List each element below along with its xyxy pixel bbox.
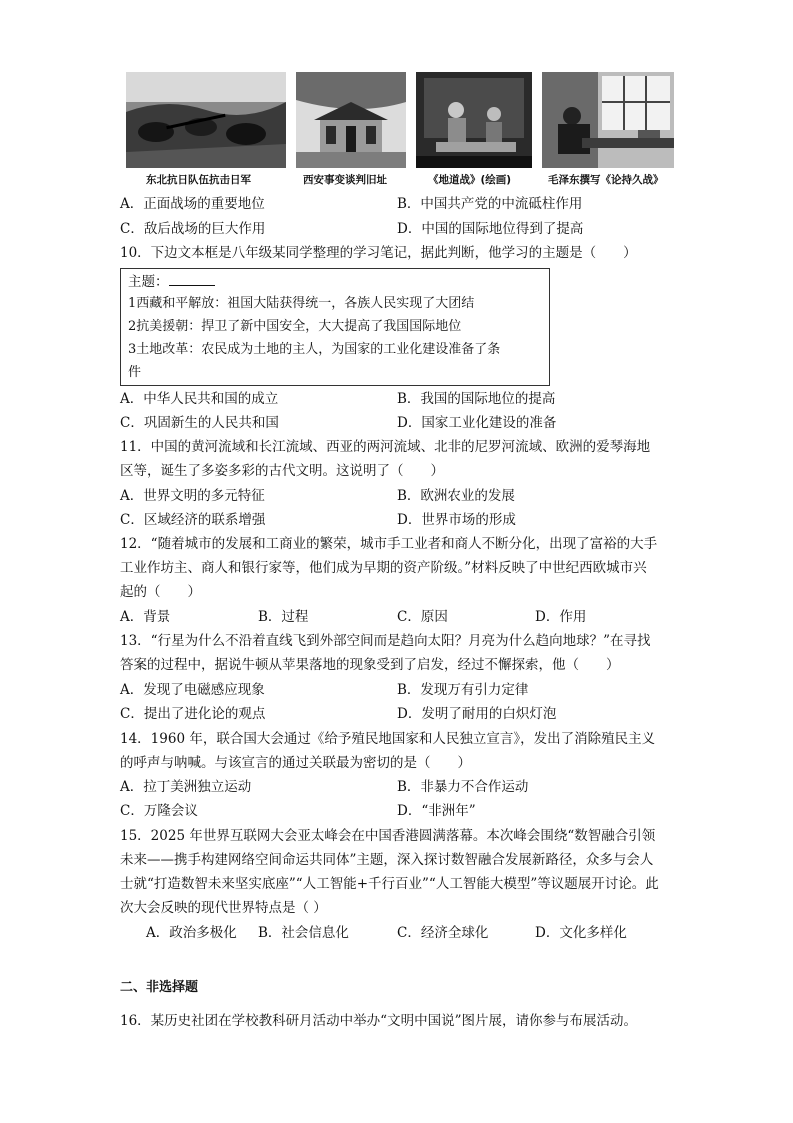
q15-stem-line1: 15．2025 年世界互联网大会亚太峰会在中国香港圆满落幕。本次峰会围绕“数智融合引领 (120, 828, 656, 844)
notes-topic-label: 主题： (128, 274, 169, 290)
q12-stem-line2: 工业作坊主、商人和银行家等，他们成为早期的资产阶级。”材料反映了中世纪西欧城市兴 (120, 560, 647, 576)
q15-stem-line3: 士就“打造数智未来坚实底座”“人工智能+千行百业”“人工智能大模型”等议题展开讨论。此 (120, 876, 659, 892)
photo-mao-writing (542, 72, 674, 168)
q15-option-a[interactable]: A．政治多极化 (146, 925, 237, 941)
photo-caption: 东北抗日队伍抗击日军 (146, 174, 251, 186)
photo-tunnel-warfare-painting (416, 72, 532, 168)
q12-option-a[interactable]: A．背景 (120, 609, 171, 625)
q9-option-b[interactable]: B．中国共产党的中流砥柱作用 (397, 196, 583, 212)
q9-option-a[interactable]: A．正面战场的重要地位 (120, 196, 265, 212)
topic-blank (169, 271, 215, 286)
q11-option-b[interactable]: B．欧洲农业的发展 (397, 488, 515, 504)
q16-stem: 16．某历史社团在学校教科研月活动中举办“文明中国说”图片展，请你参与布展活动。 (120, 1013, 637, 1029)
q14-stem-line2: 的呼声与呐喊。与该宣言的通过关联最为密切的是（ ） (120, 755, 471, 771)
q13-option-d[interactable]: D．发明了耐用的白炽灯泡 (397, 706, 557, 722)
q15-option-c[interactable]: C．经济全球化 (397, 925, 489, 941)
q11-option-d[interactable]: D．世界市场的形成 (397, 512, 516, 528)
notes-line-3: 3土地改革：农民成为土地的主人，为国家的工业化建设准备了条 (128, 342, 501, 357)
q9-option-c[interactable]: C．敌后战场的巨大作用 (120, 221, 266, 237)
q11-option-a[interactable]: A．世界文明的多元特征 (120, 488, 265, 504)
q13-stem-line2: 答案的过程中，据说牛顿从苹果落地的现象受到了启发，经过不懈探索，他（ ） (120, 657, 620, 673)
notes-line-3-cont: 件 (128, 365, 142, 380)
q13-option-b[interactable]: B．发现万有引力定律 (397, 682, 529, 698)
q15-option-b[interactable]: B．社会信息化 (258, 925, 349, 941)
q14-option-a[interactable]: A．拉丁美洲独立运动 (120, 779, 252, 795)
q9-option-d[interactable]: D．中国的国际地位得到了提高 (397, 221, 584, 237)
q15-stem-line2: 未来——携手构建网络空间命运共同体”主题，深入探讨数智融合发展新路径，众多与会人 (120, 852, 654, 868)
photo-xian-incident-site (296, 72, 406, 168)
notes-line-2: 2抗美援朝：捍卫了新中国安全，大大提高了我国国际地位 (128, 319, 462, 334)
q10-stem: 10．下边文本框是八年级某同学整理的学习笔记，据此判断，他学习的主题是（ ） (120, 245, 637, 261)
notes-topic (128, 271, 215, 292)
section-title: 二、非选择题 (120, 980, 199, 995)
q10-option-b[interactable]: B．我国的国际地位的提高 (397, 391, 556, 407)
q15-stem-line4: 次大会反映的现代世界特点是（ ） (120, 900, 327, 916)
q11-option-c[interactable]: C．区域经济的联系增强 (120, 512, 266, 528)
q12-option-b[interactable]: B．过程 (258, 609, 309, 625)
q13-stem-line1: 13．“行星为什么不沿着直线飞到外部空间而是趋向太阳？月亮为什么趋向地球？”在寻找 (120, 633, 651, 649)
study-notes-box (120, 268, 550, 386)
photo-northeast-army (126, 72, 286, 168)
q12-option-d[interactable]: D．作用 (535, 609, 587, 625)
q11-stem-line2: 区等，诞生了多姿多彩的古代文明。这说明了（ ） (120, 463, 444, 479)
notes-line-1: 1西藏和平解放：祖国大陆获得统一，各族人民实现了大团结 (128, 296, 475, 311)
q12-option-c[interactable]: C．原因 (397, 609, 448, 625)
q14-option-c[interactable]: C．万隆会议 (120, 803, 198, 819)
q14-option-b[interactable]: B．非暴力不合作运动 (397, 779, 529, 795)
q11-stem-line1: 11．中国的黄河流域和长江流域、西亚的两河流域、北非的尼罗河流域、欧洲的爱琴海地 (120, 439, 651, 455)
q10-option-d[interactable]: D．国家工业化建设的准备 (397, 415, 557, 431)
q15-option-d[interactable]: D．文化多样化 (535, 925, 627, 941)
q12-stem-line1: 12．“随着城市的发展和工商业的繁荣，城市手工业者和商人不断分化，出现了富裕的大手 (120, 536, 658, 552)
q10-option-c[interactable]: C．巩固新生的人民共和国 (120, 415, 279, 431)
photo-caption: 西安事变谈判旧址 (303, 174, 387, 186)
photo-caption: 毛泽东撰写《论持久战》 (548, 174, 664, 186)
q12-stem-line3: 起的（ ） (120, 584, 201, 600)
q14-stem-line1: 14．1960 年，联合国大会通过《给予殖民地国家和人民独立宣言》，发出了消除殖民主义 (120, 731, 656, 747)
q13-option-c[interactable]: C．提出了进化论的观点 (120, 706, 266, 722)
q14-option-d[interactable]: D．“非洲年” (397, 803, 476, 819)
q10-option-a[interactable]: A．中华人民共和国的成立 (120, 391, 279, 407)
q13-option-a[interactable]: A．发现了电磁感应现象 (120, 682, 265, 698)
photo-caption: 《地道战》(绘画) (428, 174, 512, 186)
